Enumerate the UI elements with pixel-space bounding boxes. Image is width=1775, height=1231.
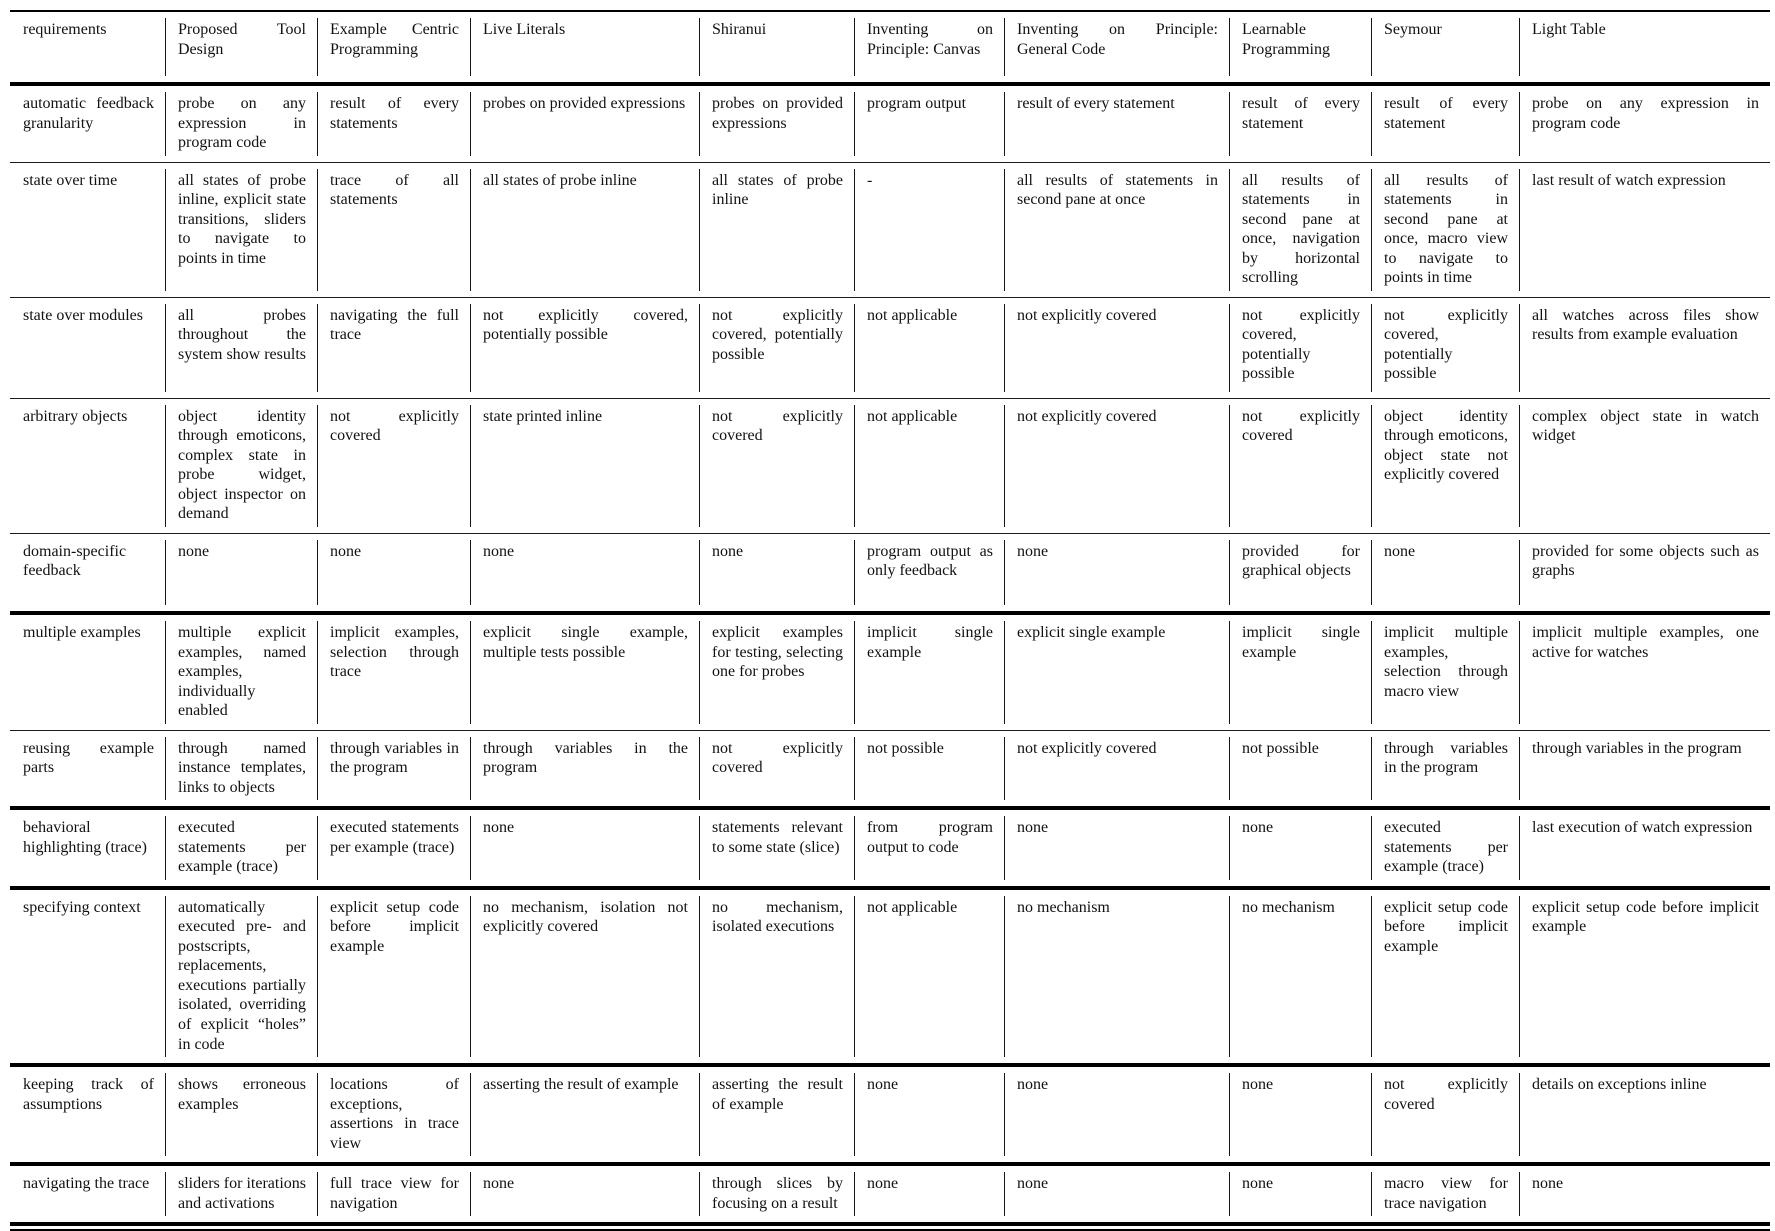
table-row [10,730,1770,808]
value-cell: asserting the result of example [470,1065,699,1164]
value-cell: explicit setup code before implicit example [1371,888,1519,1065]
column-header-tool: Proposed Tool Design [165,11,317,84]
requirement-cell: specifying context [23,898,141,916]
value-cell: all states of probe inline [470,162,699,297]
table-row [10,84,1770,162]
value-cell: all results of statements in second pane at once, navigation by horizontal scrolling [1229,162,1371,297]
value-cell: not explicitly covered, potentially possible [470,297,699,398]
column-header-tool: Seymour [1371,11,1519,84]
value-cell: no mechanism, isolation not explicitly covered [470,888,699,1065]
value-cell: navigating the full trace [317,297,470,398]
value-cell: provided for graphical objects [1229,533,1371,613]
value-cell: result of every statement [1229,84,1371,162]
value-cell: asserting the result of example [699,1065,854,1164]
requirement-cell: state over time [23,171,118,189]
value-cell: implicit multiple examples, one active for watches [1519,613,1770,730]
column-header-requirements: requirements [23,21,107,38]
value-cell: none [1004,1065,1229,1164]
table-row [10,533,1770,613]
value-cell: details on exceptions inline [1519,1065,1770,1164]
value-cell: trace of all statements [317,162,470,297]
table-row [10,1164,1770,1224]
value-cell: none [165,533,317,613]
value-cell: none [470,1164,699,1224]
value-cell: not explicitly covered [1004,297,1229,398]
value-cell: executed statements per example (trace) [165,808,317,888]
value-cell: object identity through emoticons, object state not explicitly covered [1371,398,1519,533]
value-cell: explicit single example [1004,613,1229,730]
requirements-comparison-table [10,10,1770,1226]
value-cell: not explicitly covered, potentially possible [699,297,854,398]
value-cell: none [1004,533,1229,613]
value-cell: not explicitly covered, potentially possible [1229,297,1371,398]
value-cell: result of every statement [1004,84,1229,162]
value-cell: not possible [1229,730,1371,808]
value-cell: no mechanism [1004,888,1229,1065]
value-cell: no mechanism, isolated executions [699,888,854,1065]
value-cell: none [1519,1164,1770,1224]
value-cell: state printed inline [470,398,699,533]
requirement-cell: keeping track of assumptions [23,1076,154,1113]
value-cell: none [1229,1164,1371,1224]
requirement-cell: domain-specific feedback [23,542,127,580]
value-cell: implicit single example [854,613,1004,730]
value-cell: all watches across files show results from example evaluation [1519,297,1770,398]
value-cell: result of every statements [317,84,470,162]
table-row [10,297,1770,398]
value-cell: explicit setup code before implicit example [317,888,470,1065]
value-cell: implicit examples, selection through trace [317,613,470,730]
header-row [10,11,1770,84]
value-cell: none [317,533,470,613]
value-cell: explicit examples for testing, selecting one for probes [699,613,854,730]
value-cell: all states of probe inline [699,162,854,297]
value-cell: explicit setup code before implicit example [1519,888,1770,1065]
table-row [10,613,1770,730]
requirements-comparison-table-wrap [10,10,1770,1231]
requirement-cell: multiple examples [23,624,141,642]
column-header-tool: Inventing on Principle: General Code [1004,11,1229,84]
value-cell: implicit single example [1229,613,1371,730]
value-cell: not explicitly covered [1229,398,1371,533]
value-cell: explicit single example, multiple tests possible [470,613,699,730]
value-cell: probes on provided expressions [699,84,854,162]
table-row [10,808,1770,888]
value-cell: last result of watch expression [1519,162,1770,297]
value-cell: none [470,533,699,613]
value-cell: none [1229,1065,1371,1164]
value-cell: not applicable [854,888,1004,1065]
value-cell: none [470,808,699,888]
value-cell: not applicable [854,297,1004,398]
column-header-tool: Example Centric Programming [317,11,470,84]
value-cell: all probes throughout the system show results [165,297,317,398]
value-cell: none [854,1065,1004,1164]
value-cell: object identity through emoticons, complex state in probe widget, object inspector on demand [165,398,317,533]
value-cell: executed statements per example (trace) [317,808,470,888]
value-cell: not explicitly covered [1004,730,1229,808]
value-cell: not explicitly covered [1371,1065,1519,1164]
value-cell: none [1229,808,1371,888]
value-cell: through named instance templates, links to objects [165,730,317,808]
requirement-cell: state over modules [23,306,143,324]
column-header-tool: Light Table [1519,11,1770,84]
value-cell: multiple explicit examples, named examples, individually enabled [165,613,317,730]
value-cell: not applicable [854,398,1004,533]
value-cell: statements relevant to some state (slice) [699,808,854,888]
value-cell: not possible [854,730,1004,808]
column-header-tool: Live Literals [470,11,699,84]
value-cell: provided for some objects such as graphs [1519,533,1770,613]
column-header-tool: Shiranui [699,11,854,84]
value-cell: macro view for trace navigation [1371,1164,1519,1224]
table-row [10,1065,1770,1164]
value-cell: last execution of watch expression [1519,808,1770,888]
requirement-cell: reusing example parts [23,739,154,777]
value-cell: through slices by focusing on a result [699,1164,854,1224]
value-cell: no mechanism [1229,888,1371,1065]
value-cell: all results of statements in second pane at once, macro view to navigate to points in time [1371,162,1519,297]
value-cell: complex object state in watch widget [1519,398,1770,533]
value-cell: none [1004,808,1229,888]
table-body [10,84,1770,1224]
value-cell: all results of statements in second pane at once [1004,162,1229,297]
value-cell: not explicitly covered [1004,398,1229,533]
value-cell: through variables in the program [317,730,470,808]
value-cell: none [1004,1164,1229,1224]
value-cell: all states of probe inline, explicit state transitions, sliders to navigate to points in time [165,162,317,297]
value-cell: implicit multiple examples, selection through macro view [1371,613,1519,730]
value-cell: sliders for iterations and activations [165,1164,317,1224]
value-cell: locations of exceptions, assertions in trace view [317,1065,470,1164]
value-cell: none [699,533,854,613]
table-row [10,398,1770,533]
value-cell: shows erroneous examples [165,1065,317,1164]
value-cell: executed statements per example (trace) [1371,808,1519,888]
requirement-cell: arbitrary objects [23,407,128,425]
value-cell: - [854,162,1004,297]
value-cell: from program output to code [854,808,1004,888]
value-cell: through variables in the program [1371,730,1519,808]
table-row [10,888,1770,1065]
value-cell: result of every statement [1371,84,1519,162]
requirement-cell: automatic feedback granularity [23,95,154,132]
value-cell: not explicitly covered [317,398,470,533]
value-cell: not explicitly covered, potentially possible [1371,297,1519,398]
value-cell: not explicitly covered [699,398,854,533]
value-cell: none [1371,533,1519,613]
value-cell: probe on any expression in program code [165,84,317,162]
table-row [10,162,1770,297]
value-cell: through variables in the program [470,730,699,808]
value-cell: program output [854,84,1004,162]
value-cell: none [854,1164,1004,1224]
value-cell: program output as only feedback [854,533,1004,613]
value-cell: probes on provided expressions [470,84,699,162]
column-header-tool: Inventing on Principle: Canvas [854,11,1004,84]
requirement-cell: behavioral highlighting (trace) [23,819,147,856]
requirement-cell: navigating the trace [23,1175,150,1193]
value-cell: full trace view for navigation [317,1164,470,1224]
value-cell: not explicitly covered [699,730,854,808]
column-header-tool: Learnable Programming [1229,11,1371,84]
value-cell: automatically executed pre- and postscripts, replacements, executions partially isolated, overriding of explicit “holes” in code [165,888,317,1065]
value-cell: through variables in the program [1519,730,1770,808]
value-cell: probe on any expression in program code [1519,84,1770,162]
